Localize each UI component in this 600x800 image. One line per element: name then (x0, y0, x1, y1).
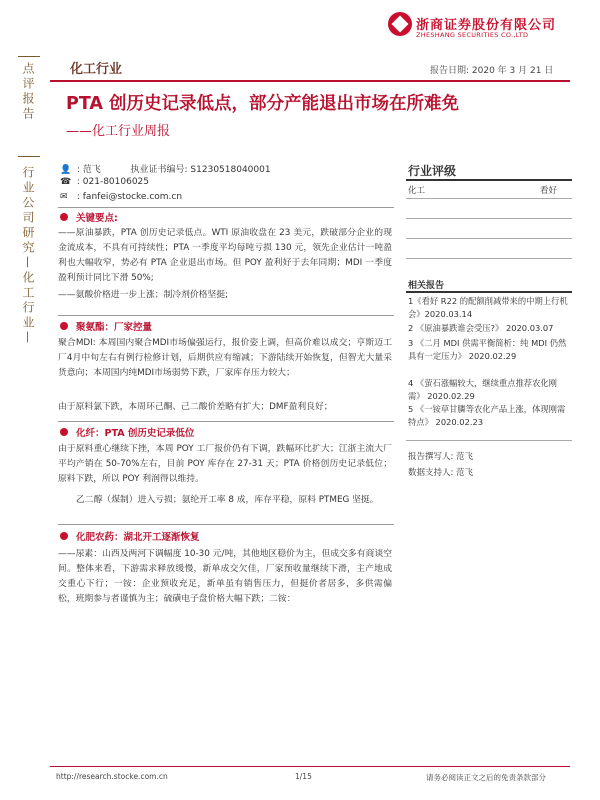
divider (58, 207, 394, 208)
rating-row-rule (406, 238, 572, 239)
rating-row-rule (406, 218, 572, 219)
related-rule (406, 291, 572, 293)
side-category: 行业公司研究—化工行业— (21, 166, 35, 346)
industry-label: 化工行业 (70, 62, 123, 77)
analyst-name-row (60, 162, 271, 175)
analyst-email[interactable]: : fanfei@stocke.com.cn (76, 192, 183, 202)
phone-icon: ☎ (60, 177, 72, 187)
analyst-phone: : 021-80106025 (76, 177, 150, 187)
rating-rule (406, 179, 572, 181)
data-support: 数据支持人: 范飞 (408, 468, 474, 478)
brand-name-cn: 浙商证券股份有限公司 (416, 18, 557, 33)
analyst-name: : 范飞 (76, 165, 101, 175)
rating-title: 行业评级 (408, 164, 457, 178)
report-date: 报告日期: 2020 年 3 月 21 日 (430, 66, 554, 76)
section-heading: 化肥农药：湖北开工逐渐恢复 (76, 532, 200, 543)
bullet-icon (60, 322, 68, 330)
section-paragraph: 由于原料氯下跌，本周环己酮、己二酸价差略有扩大；DMF盈利良好； (58, 402, 333, 412)
section-heading: 化纤：PTA 创历史记录低位 (76, 428, 195, 439)
footer-url[interactable]: http://research.stocke.com.cn (56, 772, 168, 781)
section-paragraph: 由于原料重心继续下挫，本周 POY 工厂报价仍有下调，跌幅环比扩大；江浙主流大厂平均产销在 50-70%左右，目前 POY 库存在 27-31 天；PTA 价格创历史记录低位；原料下跌，所以 POY 利润得以维持。 (58, 444, 392, 484)
related-report-item[interactable]: 1《看好 R22 的配额削减带来的中期上行机会》2020.03.14 (408, 296, 568, 319)
divider (58, 421, 394, 422)
header-rule (50, 80, 570, 82)
footer-disclaimer: 请务必阅读正文之后的免责条款部分 (426, 773, 546, 782)
mail-icon: ✉ (60, 192, 68, 202)
related-report-item[interactable]: 5 《一铵草甘膦等农化产品上涨，体现刚需特点》 2020.02.23 (408, 404, 566, 427)
page-number: 1/15 (295, 772, 312, 781)
bullet-icon (60, 213, 68, 221)
analyst-phone-row (60, 177, 149, 187)
section-heading: 聚氨酯：厂家控量 (76, 322, 153, 333)
bullet-icon (60, 532, 68, 540)
rating-value: 看好 (540, 186, 558, 196)
report-author: 报告撰写人: 范飞 (408, 452, 474, 462)
section-paragraph: 聚合MDI: 本周国内聚合MDI市场偏强运行，报价姿上调，但高价难以成交；亨斯迈工厂4月中旬左右有例行检修计划，后期供应有缩减；下游陆续开始恢复，但智尤大量采货意向；本周国内纯MDI市场弱势下跌，厂家库存压力较大； (58, 338, 392, 378)
section-paragraph: ——尿素：山西及两河下调幅度 10-30 元/吨，其他地区稳价为主，但成交多有商谈空间。整体来看，下游需求释放缓慢，新单成交欠佳，厂家预收量继续下滑，主产地成交重心下行；一铵：企业预收充足，新单虽有销售压力，但挺价者居多，多供需偏松，班期参与者谨慎为主；硫磺电子盘价格大幅下跌；二铵： (58, 549, 392, 604)
side-report-type: 点评报告 (21, 62, 35, 122)
footer-rule (50, 766, 570, 767)
analyst-email-row (60, 192, 182, 202)
bullet-icon (60, 428, 68, 436)
rating-industry: 化工 (408, 186, 426, 196)
section-heading: 关键要点: (76, 213, 118, 224)
related-report-item[interactable]: 2 《原油暴跌谁会受压?》 2020.03.07 (408, 323, 554, 333)
related-report-item[interactable]: 4 《萤石涨幅较大，继续重点推荐农化刚需》 2020.02.29 (408, 378, 557, 401)
divider (58, 315, 394, 316)
section-paragraph: 乙二醇（煤制）进入亏损；氨纶开工率 8 成，库存平稳，原料 PTMEG 坚挺。 (76, 495, 379, 505)
divider (58, 524, 394, 525)
person-icon: 👤 (60, 165, 72, 175)
related-report-item[interactable]: 3 《二月 MDI 供需平衡简析：纯 MDI 仍然具有一定压力》 2020.02.29 (408, 338, 567, 361)
brand-name-en: ZHESHANG SECURITIES CO.,LTD (416, 31, 529, 39)
report-subtitle: ——化工行业周报 (66, 124, 171, 139)
side-divider (18, 156, 40, 157)
related-bottom-rule (406, 440, 572, 441)
section-paragraph: ——氨酸价格进一步上涨；制冷剂价格坚挺; (58, 290, 229, 300)
analyst-cert: 执业证书编号: S1230518040001 (130, 165, 271, 175)
rating-row-rule (406, 198, 572, 199)
related-title: 相关报告 (408, 281, 445, 291)
brand-logo-icon (388, 12, 412, 36)
side-divider (18, 56, 40, 57)
rating-row-rule (406, 258, 572, 259)
section-paragraph: ——原油暴跌，PTA 创历史记录低点。WTI 原油收盘在 23 美元，跌破部分企业的现金流成本，不具有可持续性；PTA 一季度平均每吨亏损 130 元，领先企业估计一吨盈利也大幅收窄，势必有 PTA 企业退出市场。但 POY 盈利好于去年同期；MDI 一季度盈利预计同比下滑 50%; (58, 228, 392, 283)
report-title: PTA 创历史记录低点，部分产能退出市场在所难免 (66, 94, 460, 114)
